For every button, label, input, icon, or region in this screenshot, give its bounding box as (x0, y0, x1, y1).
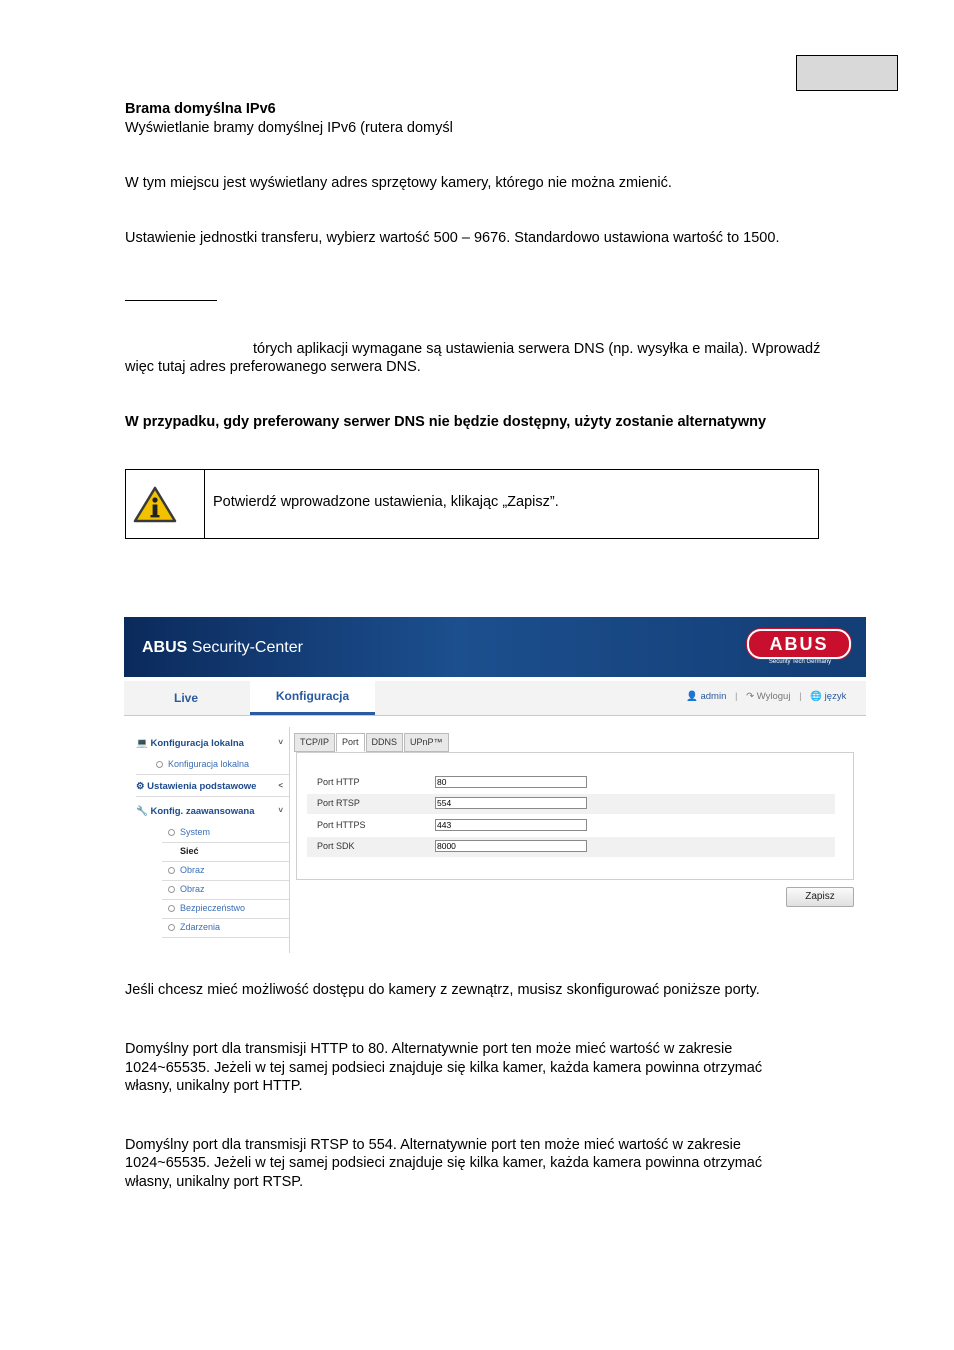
port-sdk-input[interactable] (435, 840, 587, 852)
logout-icon: ↷ (746, 691, 755, 702)
http-desc-2: 1024~65535. Jeżeli w tej samej podsieci znajduje się kilka kamer, każda kamera powinna otrzymać (125, 1060, 763, 1076)
tab-tcpip[interactable]: TCP/IP (294, 733, 335, 752)
page-number-box (796, 55, 898, 91)
warning-info-icon (133, 486, 177, 524)
note-text: Potwierdź wprowadzone ustawienia, klikając „Zapisz”. (213, 494, 559, 510)
app-title: ABUS Security-Center (142, 639, 303, 656)
tab-upnp[interactable]: UPnP™ (404, 733, 449, 752)
globe-icon: 🌐 (810, 691, 823, 702)
port-row-http: Port HTTP 80 (307, 773, 835, 793)
config-screenshot (124, 617, 866, 953)
sidebar-local-config[interactable]: 💻 Konfiguracja lokalna ˅ (136, 738, 283, 749)
chevron-down-icon: ˅ (278, 806, 283, 815)
mtu-desc: Ustawienie jednostki transferu, wybierz wartość 500 – 9676. Standardowo ustawiona wartość to 1500. (125, 230, 780, 246)
sidebar-divider (289, 727, 290, 953)
port-row-sdk: Port SDK 8000 (307, 837, 835, 857)
dns-line-2: więc tutaj adres preferowanego serwera DNS. (125, 359, 421, 375)
sidebar-item-events[interactable]: Zdarzenia (168, 922, 321, 932)
rtsp-desc-3: własny, unikalny port RTSP. (125, 1174, 304, 1190)
chevron-up-icon: ˂ (278, 781, 283, 790)
dns-alt-note: W przypadku, gdy preferowany serwer DNS nie będzie dostępny, użyty zostanie alternatywny (125, 414, 767, 430)
port-settings-panel (296, 752, 854, 880)
sidebar-local-config-sub[interactable]: Konfiguracja lokalna (156, 759, 309, 769)
http-desc-1: Domyślny port dla transmisji HTTP to 80. Alternatywnie port ten może mieć wartość w zakresie (125, 1041, 733, 1057)
app-header (124, 617, 866, 677)
port-tabs (294, 733, 450, 752)
port-rtsp-input[interactable] (435, 797, 587, 809)
abus-logo: ABUS (747, 629, 851, 659)
nav-user-area: 👤 admin | ↷ Wyloguj | 🌐 język (686, 691, 847, 702)
sidebar-item-image[interactable]: Obraz (168, 865, 321, 875)
gateway-desc: Wyświetlanie bramy domyślnej IPv6 (rutera domyśl (125, 120, 453, 136)
tab-ddns[interactable]: DDNS (366, 733, 404, 752)
rtsp-desc-1: Domyślny port dla transmisji RTSP to 554. Alternatywnie port ten może mieć wartość w zakresie (125, 1137, 741, 1153)
note-divider (204, 470, 205, 538)
http-desc-3: własny, unikalny port HTTP. (125, 1078, 303, 1094)
note-box (125, 469, 819, 539)
main-nav (124, 681, 866, 716)
sidebar-basic-settings[interactable]: ⚙ Ustawienia podstawowe ˂ (136, 781, 283, 792)
ports-intro: Jeśli chcesz mieć możliwość dostępu do kamery z zewnątrz, musisz skonfigurować poniższe porty. (125, 982, 760, 998)
chevron-down-icon: ˅ (278, 738, 283, 747)
mac-desc: W tym miejscu jest wyświetlany adres sprzętowy kamery, którego nie można zmienić. (125, 175, 672, 191)
monitor-icon: 💻 (136, 738, 148, 749)
section-underline (125, 300, 217, 301)
dns-line-1: tórych aplikacji wymagane są ustawienia serwera DNS (np. wysyłka e maila). Wprowadź (253, 341, 821, 357)
port-http-input[interactable] (435, 776, 587, 788)
tab-port[interactable]: Port (336, 733, 365, 752)
sidebar-item-security[interactable]: Bezpieczeństwo (168, 903, 321, 913)
sidebar-item-network[interactable]: Sieć (180, 846, 199, 856)
port-row-rtsp: Port RTSP 554 (307, 794, 835, 814)
port-row-https: Port HTTPS 443 (307, 816, 835, 836)
port-https-input[interactable] (435, 819, 587, 831)
gateway-heading: Brama domyślna IPv6 (125, 101, 276, 117)
rtsp-desc-2: 1024~65535. Jeżeli w tej samej podsieci znajduje się kilka kamer, każda kamera powinna otrzymać (125, 1155, 763, 1171)
tab-live[interactable]: Live (173, 691, 198, 705)
user-link[interactable]: admin (700, 691, 727, 702)
wrench-icon: 🔧 (136, 806, 148, 817)
logout-link[interactable]: Wyloguj (756, 691, 791, 702)
save-button[interactable]: Zapisz (786, 887, 854, 907)
language-link[interactable]: język (824, 691, 847, 702)
user-icon: 👤 (686, 691, 698, 702)
sidebar-advanced-config[interactable]: 🔧 Konfig. zaawansowana ˅ (136, 806, 283, 817)
sidebar-item-image-2[interactable]: Obraz (168, 884, 321, 894)
abus-tagline: Security Tech Germany (768, 659, 832, 665)
sidebar-item-system[interactable]: System (168, 827, 321, 837)
tab-configuration[interactable]: Konfiguracja (250, 681, 375, 715)
gear-icon: ⚙ (136, 781, 145, 792)
